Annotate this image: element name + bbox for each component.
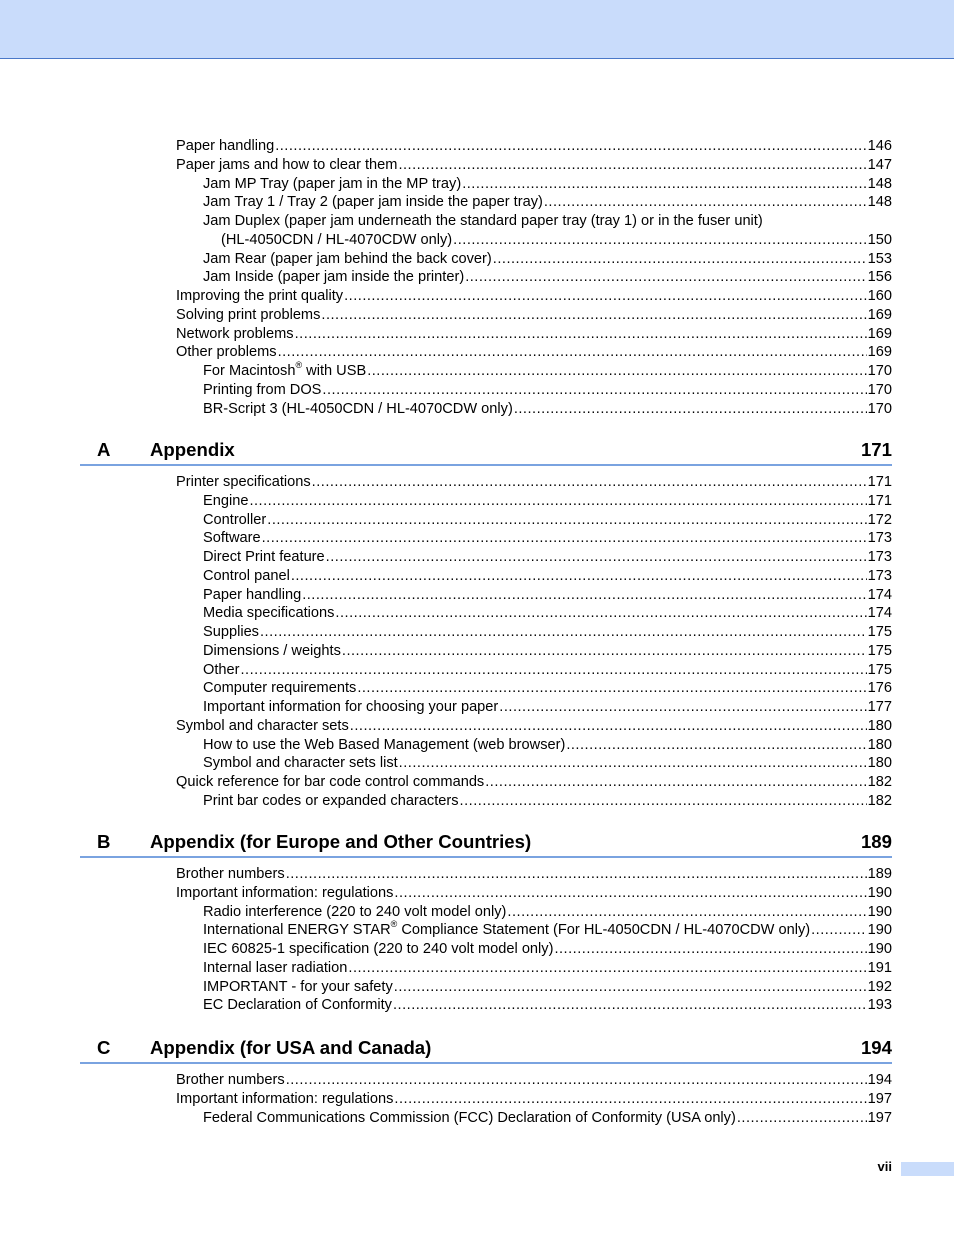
dot-leader: [465, 268, 866, 287]
toc-entry-title: Important information: regulations: [176, 1090, 394, 1107]
toc-entry-page: 192: [867, 978, 892, 995]
header-band: [0, 0, 954, 59]
toc-entry-page: 153: [867, 250, 892, 267]
toc-entry-page: 197: [867, 1109, 892, 1126]
toc-entry-title: Important information: regulations: [176, 884, 394, 901]
dot-leader: [514, 400, 867, 419]
toc-entry[interactable]: [203, 586, 892, 605]
toc-entry[interactable]: [176, 1071, 892, 1090]
toc-entry[interactable]: [176, 137, 892, 156]
toc-entry-title: Paper handling: [176, 138, 275, 154]
appendix-heading[interactable]: [80, 830, 892, 858]
dot-leader: [554, 940, 866, 959]
toc-entry-title: (HL-4050CDN / HL-4070CDW only): [221, 231, 453, 248]
appendix-letter: C: [97, 1037, 111, 1058]
toc-entry-title: How to use the Web Based Management (web browser): [203, 736, 566, 753]
toc-entry-title: For Macintosh® with USB: [203, 360, 367, 379]
toc-entry-title: Print bar codes or expanded characters: [203, 792, 459, 809]
dot-leader: [357, 679, 866, 698]
dot-leader: [262, 529, 867, 548]
toc-entry-title: Jam Duplex (paper jam underneath the standard paper tray (tray 1) or in the fuser unit): [203, 213, 763, 229]
dot-leader: [322, 381, 866, 400]
toc-entry-page: 182: [867, 774, 892, 790]
toc-entry-page: 173: [867, 567, 892, 584]
toc-entry[interactable]: [176, 306, 892, 325]
toc-entry[interactable]: [203, 978, 892, 997]
toc-entry-title: Brother numbers: [176, 866, 285, 882]
toc-entry-page: 174: [867, 605, 892, 622]
toc-entry-page: 175: [867, 624, 892, 640]
toc-entry-title: Engine: [203, 492, 249, 509]
toc-entry[interactable]: [203, 903, 892, 922]
toc-entry-title: Jam Inside (paper jam inside the printer): [203, 269, 465, 286]
toc-entry-page: 197: [867, 1090, 892, 1107]
dot-leader: [241, 661, 867, 680]
toc-entry-page: 169: [867, 325, 892, 342]
page-tab-marker: [901, 1162, 954, 1176]
toc-entry-page: 190: [867, 884, 892, 901]
toc-entry[interactable]: [176, 865, 892, 884]
toc-entry-title: IMPORTANT - for your safety: [203, 978, 393, 995]
toc-entry-title: Quick reference for bar code control commands: [176, 774, 485, 790]
toc-entry-page: 191: [867, 959, 892, 976]
dot-leader: [260, 623, 867, 642]
toc-entry[interactable]: [176, 884, 892, 903]
toc-entry-title: Other: [203, 661, 240, 678]
toc-entry-title: Paper jams and how to clear them: [176, 156, 398, 173]
dot-leader: [507, 903, 866, 922]
toc-entry-title: Network problems: [176, 325, 294, 342]
dot-leader: [367, 362, 866, 381]
dot-leader: [399, 754, 867, 773]
toc-entry[interactable]: [203, 400, 892, 419]
toc-entry-page: 175: [867, 661, 892, 678]
toc-entry-page: 146: [867, 138, 892, 154]
toc-entry[interactable]: [176, 1090, 892, 1109]
dot-leader: [291, 567, 867, 586]
appendix-letter: A: [97, 439, 111, 460]
toc-entry[interactable]: [203, 642, 892, 661]
toc-entry-title: Direct Print feature: [203, 549, 325, 565]
toc-entry[interactable]: [203, 754, 892, 773]
dot-leader: [493, 250, 867, 269]
toc-entry[interactable]: [203, 511, 892, 530]
dot-leader: [302, 586, 866, 605]
toc-entry[interactable]: [203, 921, 892, 940]
toc-entry-title: Jam Rear (paper jam behind the back cover): [203, 250, 492, 267]
page-number: vii: [877, 1159, 892, 1174]
toc-entry-page: 172: [867, 511, 892, 528]
toc-entry-page: 190: [867, 903, 892, 920]
appendix-letter: B: [97, 831, 111, 852]
toc-entry-page: 170: [867, 363, 892, 379]
toc-entry[interactable]: [203, 623, 892, 642]
toc-entry-title: Jam Tray 1 / Tray 2 (paper jam inside the paper tray): [203, 194, 543, 211]
toc-entry-page: 147: [867, 156, 892, 173]
toc-entry-page: 171: [867, 474, 892, 490]
dot-leader: [286, 1071, 867, 1090]
toc-entry[interactable]: [176, 773, 892, 792]
toc-entry[interactable]: [203, 996, 892, 1015]
toc-entry-page: 160: [867, 288, 892, 304]
toc-entry-page: 182: [867, 792, 892, 809]
dot-leader: [335, 604, 866, 623]
dot-leader: [566, 736, 866, 755]
registered-mark: ®: [390, 919, 398, 930]
toc-entry-title: Printer specifications: [176, 474, 311, 490]
dot-leader: [249, 492, 866, 511]
toc-entry[interactable]: [203, 661, 892, 680]
toc-entry[interactable]: [203, 268, 892, 287]
toc-entry-title: Supplies: [203, 624, 259, 640]
appendix-title: Appendix: [150, 439, 235, 460]
toc-entry[interactable]: [203, 604, 892, 623]
toc-entry-title: Software: [203, 530, 261, 547]
dot-leader: [544, 193, 867, 212]
toc-entry-title: Federal Communications Commission (FCC) Declaration of Conformity (USA only): [203, 1109, 736, 1126]
toc-entry[interactable]: [203, 567, 892, 586]
toc-entry-title: Improving the print quality: [176, 288, 344, 304]
dot-leader: [344, 287, 867, 306]
dot-leader: [342, 642, 867, 661]
dot-leader: [485, 773, 866, 792]
toc-entry-title: Paper handling: [203, 586, 302, 603]
dot-leader: [394, 1090, 866, 1109]
toc-entry[interactable]: [203, 940, 892, 959]
toc-entry-title: Jam MP Tray (paper jam in the MP tray): [203, 175, 462, 192]
toc-entry-page: 193: [867, 997, 892, 1014]
toc-entry-title-rest: Compliance Statement (For HL-4050CDN / HL-4070CDW only): [397, 922, 811, 939]
appendix-page: 171: [860, 439, 892, 460]
toc-entry-page: 173: [867, 549, 892, 565]
toc-entry-page: 170: [867, 381, 892, 398]
toc-entry-page: 176: [867, 680, 892, 697]
dot-leader: [278, 343, 867, 362]
toc-entry-page: 190: [867, 941, 892, 957]
toc-entry-page: 180: [867, 736, 892, 753]
appendix-heading[interactable]: [80, 1036, 892, 1064]
dot-leader: [321, 306, 866, 325]
registered-mark: ®: [295, 360, 303, 371]
toc-entry[interactable]: [176, 717, 892, 736]
toc-entry-title: Controller: [203, 511, 267, 528]
appendix-heading[interactable]: [80, 438, 892, 466]
toc-entry[interactable]: [203, 698, 892, 717]
toc-entry-title: Printing from DOS: [203, 381, 322, 398]
toc-entry-page: 150: [867, 231, 892, 248]
toc-entry-page: 171: [867, 492, 892, 509]
toc-entry-page: 148: [867, 194, 892, 211]
dot-leader: [398, 156, 866, 175]
toc-entry[interactable]: [203, 212, 892, 231]
toc-entry-title: EC Declaration of Conformity: [203, 997, 392, 1014]
toc-entry-title: Brother numbers: [176, 1072, 285, 1088]
toc-entry[interactable]: [203, 736, 892, 755]
dot-leader: [460, 792, 867, 811]
dot-leader: [275, 137, 866, 156]
dot-leader: [811, 921, 867, 940]
toc-entry-title: Solving print problems: [176, 306, 321, 323]
toc-entry[interactable]: [176, 325, 892, 344]
toc-entry-page: 194: [867, 1072, 892, 1088]
toc-entry-page: 175: [867, 642, 892, 659]
toc-entry[interactable]: [176, 287, 892, 306]
toc-entry[interactable]: [203, 381, 892, 400]
appendix-page: 189: [860, 831, 892, 852]
toc-entry[interactable]: [203, 529, 892, 548]
toc-entry-page: 169: [867, 344, 892, 361]
toc-entry-page: 177: [867, 699, 892, 715]
toc-entry[interactable]: [203, 492, 892, 511]
toc-entry[interactable]: [203, 250, 892, 269]
dot-leader: [312, 473, 867, 492]
dot-leader: [286, 865, 867, 884]
appendix-page: 194: [860, 1037, 892, 1058]
toc-entry-page: 148: [867, 175, 892, 192]
toc-entry-title: Control panel: [203, 567, 290, 584]
toc-entry-page: 180: [867, 717, 892, 734]
dot-leader: [267, 511, 866, 530]
toc-entry-title: Computer requirements: [203, 680, 357, 697]
toc-entry[interactable]: [203, 193, 892, 212]
toc-entry[interactable]: [176, 473, 892, 492]
toc-entry[interactable]: [203, 362, 892, 381]
toc-entry-title: Symbol and character sets list: [203, 755, 398, 772]
toc-entry-page: 173: [867, 530, 892, 547]
toc-entry-page: 189: [867, 866, 892, 882]
dot-leader: [462, 175, 866, 194]
toc-entry-title: Radio interference (220 to 240 volt model only): [203, 903, 507, 920]
appendix-title: Appendix (for Europe and Other Countries): [150, 831, 532, 852]
toc-entry-page: 170: [867, 400, 892, 417]
toc-entry-title: Internal laser radiation: [203, 959, 348, 976]
toc-entry-page: 156: [867, 269, 892, 286]
dot-leader: [394, 978, 867, 997]
dot-leader: [453, 231, 866, 250]
toc-entry-title: Dimensions / weights: [203, 642, 341, 659]
toc-entry[interactable]: [203, 1109, 892, 1128]
dot-leader: [393, 996, 867, 1015]
toc-entry-page: 180: [867, 755, 892, 772]
toc-entry-title: Other problems: [176, 344, 277, 361]
toc-entry[interactable]: [221, 231, 892, 250]
dot-leader: [350, 717, 867, 736]
toc-entry-title: International ENERGY STAR® Compliance Statement (For HL-4050CDN / HL-4070CDW only): [203, 919, 811, 939]
dot-leader: [499, 698, 866, 717]
toc-entry-title: Important information for choosing your paper: [203, 699, 499, 715]
toc-entry-page: 174: [867, 586, 892, 603]
toc-entry[interactable]: [203, 959, 892, 978]
toc-entry-title: Symbol and character sets: [176, 717, 349, 734]
dot-leader: [295, 325, 867, 344]
toc-entry[interactable]: [203, 175, 892, 194]
toc-entry[interactable]: [176, 156, 892, 175]
dot-leader: [737, 1109, 867, 1128]
toc-entry[interactable]: [203, 548, 892, 567]
toc-entry-title: BR-Script 3 (HL-4050CDN / HL-4070CDW only): [203, 400, 513, 417]
appendix-title: Appendix (for USA and Canada): [150, 1037, 432, 1058]
toc-entry-page: 169: [867, 306, 892, 323]
toc-entry[interactable]: [176, 343, 892, 362]
toc-entry-title-rest: with USB: [302, 363, 367, 379]
dot-leader: [326, 548, 867, 567]
dot-leader: [348, 959, 866, 978]
toc-entry[interactable]: [203, 679, 892, 698]
toc-entry-title: Media specifications: [203, 605, 335, 622]
toc-entry-title: IEC 60825-1 specification (220 to 240 volt model only): [203, 941, 554, 957]
toc-entry-page: 190: [867, 922, 892, 939]
dot-leader: [394, 884, 866, 903]
toc-entry[interactable]: [203, 792, 892, 811]
